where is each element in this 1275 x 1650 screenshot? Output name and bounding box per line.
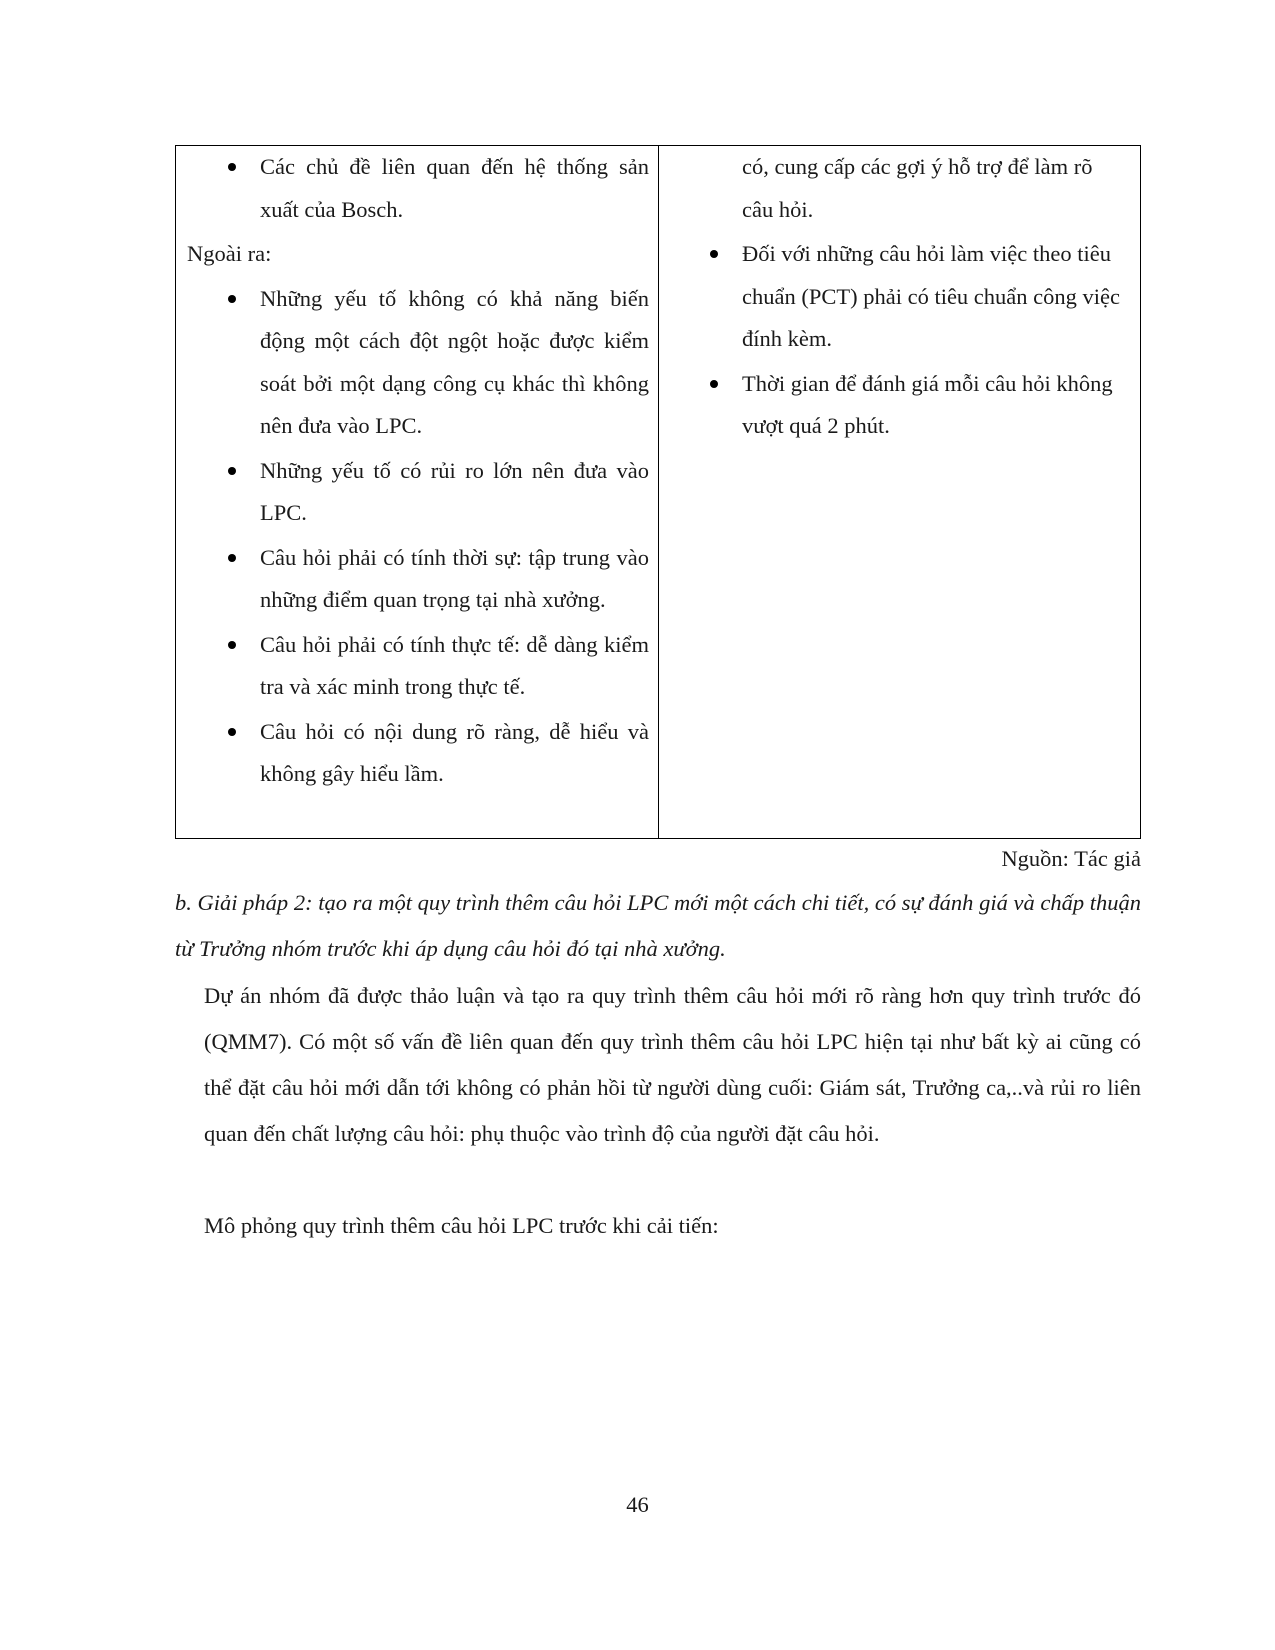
list-item: Câu hỏi phải có tính thời sự: tập trung vào những điểm quan trọng tại nhà xưởng. — [176, 537, 658, 622]
table-right-cell — [660, 146, 1140, 450]
right-continuation: có, cung cấp các gợi ý hỗ trợ để làm rõ câu hỏi. — [742, 154, 1093, 222]
list-item: Những yếu tố không có khả năng biến động một cách đột ngột hoặc được kiểm soát bởi một dạng công cụ khác thì không nên đưa vào LPC. — [176, 278, 658, 448]
list-item: Những yếu tố có rủi ro lớn nên đưa vào LPC. — [176, 450, 658, 535]
criteria-table — [175, 145, 1141, 839]
list-item: Câu hỏi có nội dung rõ ràng, dễ hiểu và không gây hiểu lầm. — [176, 711, 658, 796]
list-item: Các chủ đề liên quan đến hệ thống sản xuất của Bosch. — [176, 146, 658, 231]
bullet-icon — [228, 641, 236, 649]
bullet-icon — [710, 250, 718, 258]
list-item: Đối với những câu hỏi làm việc theo tiêu chuẩn (PCT) phải có tiêu chuẩn công việc đính kèm. — [660, 233, 1140, 361]
bullet-icon — [228, 554, 236, 562]
left-intro: Ngoài ra: — [187, 241, 272, 266]
left-top-list — [176, 146, 658, 231]
bullet-icon — [710, 380, 718, 388]
list-item: Câu hỏi phải có tính thực tế: dễ dàng kiểm tra và xác minh trong thực tế. — [176, 624, 658, 709]
table-source-note: Nguồn: Tác giả — [1001, 846, 1141, 871]
bullet-icon — [228, 163, 236, 171]
section-heading: b. Giải pháp 2: tạo ra một quy trình thêm câu hỏi LPC mới một cách chi tiết, có sự đánh giá và chấp thuận từ Trưởng nhóm trước khi áp dụng câu hỏi đó tại nhà xưởng. — [175, 890, 1141, 961]
bullet-icon — [228, 728, 236, 736]
bullet-icon — [228, 295, 236, 303]
table-left-cell — [176, 146, 658, 798]
page-number: 46 — [626, 1492, 649, 1517]
body-paragraph-2: Mô phỏng quy trình thêm câu hỏi LPC trước khi cải tiến: — [204, 1213, 719, 1238]
left-list — [176, 278, 658, 796]
bullet-icon — [228, 467, 236, 475]
body-paragraph: Dự án nhóm đã được thảo luận và tạo ra quy trình thêm câu hỏi mới rõ ràng hơn quy trình trước đó (QMM7). Có một số vấn đề liên quan đến quy trình thêm câu hỏi LPC hiện tại như bất kỳ ai cũng có thể đặt câu hỏi mới dẫn tới không có phản hồi từ người dùng cuối: Giám sát, Trưởng ca,..và rủi ro liên quan đến chất lượng câu hỏi: phụ thuộc vào trình độ của người đặt câu hỏi. — [204, 983, 1141, 1146]
table-column-divider — [658, 146, 659, 838]
list-item: Thời gian để đánh giá mỗi câu hỏi không vượt quá 2 phút. — [660, 363, 1140, 448]
right-list — [660, 233, 1140, 448]
